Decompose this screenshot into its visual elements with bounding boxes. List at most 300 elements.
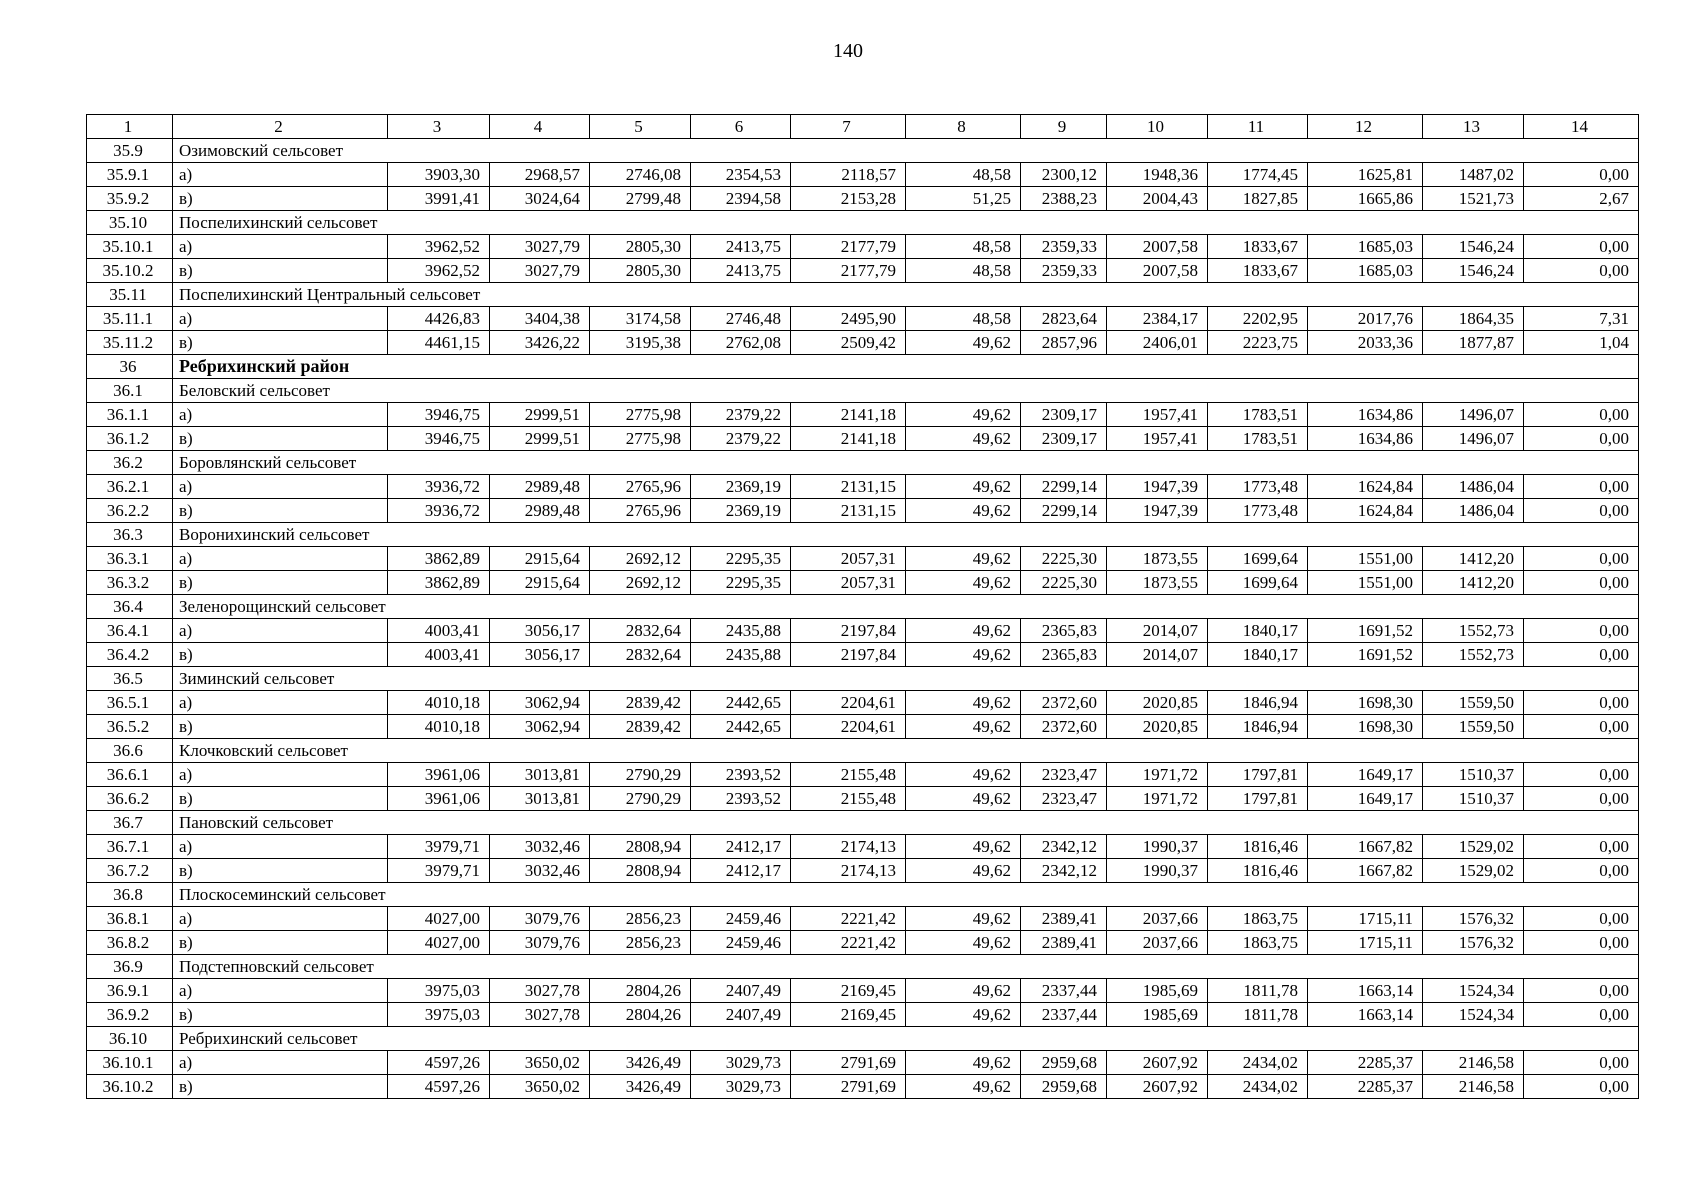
value-cell: 3426,22 (490, 331, 590, 355)
value-cell: 2435,88 (691, 643, 791, 667)
value-cell: 3032,46 (490, 859, 590, 883)
row-code: 36.4.2 (87, 643, 173, 667)
value-cell: 2309,17 (1021, 403, 1107, 427)
value-cell: 3862,89 (388, 547, 490, 571)
value-cell: 2337,44 (1021, 979, 1107, 1003)
row-label: а) (173, 619, 388, 643)
section-name: Озимовский сельсовет (173, 139, 1639, 163)
row-label: в) (173, 571, 388, 595)
value-cell: 2790,29 (590, 787, 691, 811)
value-cell: 2007,58 (1107, 235, 1208, 259)
value-cell: 1663,14 (1308, 1003, 1423, 1027)
value-cell: 0,00 (1524, 163, 1639, 187)
value-cell: 3862,89 (388, 571, 490, 595)
table-body (87, 115, 1639, 1099)
value-cell: 3936,72 (388, 499, 490, 523)
section-name: Поспелихинский Центральный сельсовет (173, 283, 1639, 307)
row-code: 36.5.1 (87, 691, 173, 715)
value-cell: 2285,37 (1308, 1051, 1423, 1075)
row-label: а) (173, 403, 388, 427)
value-cell: 3029,73 (691, 1075, 791, 1099)
value-cell: 4461,15 (388, 331, 490, 355)
value-cell: 1863,75 (1208, 931, 1308, 955)
value-cell: 2775,98 (590, 403, 691, 427)
value-cell: 2221,42 (791, 931, 906, 955)
value-cell: 1773,48 (1208, 475, 1308, 499)
value-cell: 1827,85 (1208, 187, 1308, 211)
section-row (87, 595, 1639, 619)
value-cell: 1783,51 (1208, 427, 1308, 451)
column-header: 1 (87, 115, 173, 139)
value-cell: 1691,52 (1308, 619, 1423, 643)
value-cell: 1412,20 (1423, 571, 1524, 595)
value-cell: 1624,84 (1308, 475, 1423, 499)
value-cell: 1715,11 (1308, 931, 1423, 955)
value-cell: 2014,07 (1107, 619, 1208, 643)
value-cell: 1840,17 (1208, 619, 1308, 643)
value-cell: 2369,19 (691, 499, 791, 523)
value-cell: 1496,07 (1423, 403, 1524, 427)
column-header: 4 (490, 115, 590, 139)
value-cell: 2799,48 (590, 187, 691, 211)
value-cell: 2225,30 (1021, 571, 1107, 595)
value-cell: 2141,18 (791, 427, 906, 451)
table-row (87, 331, 1639, 355)
row-code: 36.9.2 (87, 1003, 173, 1027)
value-cell: 7,31 (1524, 307, 1639, 331)
value-cell: 3024,64 (490, 187, 590, 211)
row-code: 36.1.1 (87, 403, 173, 427)
value-cell: 49,62 (906, 403, 1021, 427)
row-label: а) (173, 163, 388, 187)
section-name: Подстепновский сельсовет (173, 955, 1639, 979)
value-cell: 2155,48 (791, 763, 906, 787)
value-cell: 1634,86 (1308, 403, 1423, 427)
column-header: 6 (691, 115, 791, 139)
row-code: 36.4 (87, 595, 173, 619)
value-cell: 3936,72 (388, 475, 490, 499)
value-cell: 3961,06 (388, 763, 490, 787)
row-label: в) (173, 859, 388, 883)
value-cell: 4027,00 (388, 907, 490, 931)
value-cell: 2177,79 (791, 235, 906, 259)
table-row (87, 475, 1639, 499)
value-cell: 2915,64 (490, 547, 590, 571)
value-cell: 3903,30 (388, 163, 490, 187)
value-cell: 2365,83 (1021, 643, 1107, 667)
value-cell: 2442,65 (691, 691, 791, 715)
value-cell: 2384,17 (1107, 307, 1208, 331)
row-code: 35.10 (87, 211, 173, 235)
value-cell: 2459,46 (691, 907, 791, 931)
table-row (87, 787, 1639, 811)
value-cell: 2372,60 (1021, 691, 1107, 715)
table-row (87, 859, 1639, 883)
row-label: а) (173, 1051, 388, 1075)
value-cell: 1649,17 (1308, 787, 1423, 811)
value-cell: 2299,14 (1021, 475, 1107, 499)
value-cell: 0,00 (1524, 835, 1639, 859)
value-cell: 49,62 (906, 499, 1021, 523)
value-cell: 1546,24 (1423, 259, 1524, 283)
value-cell: 1698,30 (1308, 691, 1423, 715)
section-name: Ребрихинский сельсовет (173, 1027, 1639, 1051)
value-cell: 3404,38 (490, 307, 590, 331)
value-cell: 0,00 (1524, 715, 1639, 739)
value-cell: 1698,30 (1308, 715, 1423, 739)
row-label: в) (173, 427, 388, 451)
value-cell: 3979,71 (388, 835, 490, 859)
value-cell: 1576,32 (1423, 907, 1524, 931)
value-cell: 2057,31 (791, 571, 906, 595)
value-cell: 2856,23 (590, 907, 691, 931)
value-cell: 3027,79 (490, 259, 590, 283)
value-cell: 1846,94 (1208, 715, 1308, 739)
value-cell: 2359,33 (1021, 259, 1107, 283)
value-cell: 2372,60 (1021, 715, 1107, 739)
value-cell: 49,62 (906, 715, 1021, 739)
value-cell: 2169,45 (791, 979, 906, 1003)
value-cell: 1625,81 (1308, 163, 1423, 187)
column-header: 2 (173, 115, 388, 139)
value-cell: 3650,02 (490, 1075, 590, 1099)
section-name: Плоскосеминский сельсовет (173, 883, 1639, 907)
value-cell: 2221,42 (791, 907, 906, 931)
row-code: 36.5 (87, 667, 173, 691)
value-cell: 1576,32 (1423, 931, 1524, 955)
value-cell: 49,62 (906, 835, 1021, 859)
value-cell: 2839,42 (590, 715, 691, 739)
value-cell: 1811,78 (1208, 1003, 1308, 1027)
value-cell: 3027,79 (490, 235, 590, 259)
value-cell: 1797,81 (1208, 787, 1308, 811)
value-cell: 4426,83 (388, 307, 490, 331)
value-cell: 1863,75 (1208, 907, 1308, 931)
value-cell: 2197,84 (791, 643, 906, 667)
value-cell: 4597,26 (388, 1051, 490, 1075)
table-row (87, 835, 1639, 859)
column-header: 7 (791, 115, 906, 139)
value-cell: 0,00 (1524, 931, 1639, 955)
value-cell: 3426,49 (590, 1075, 691, 1099)
value-cell: 2808,94 (590, 835, 691, 859)
row-code: 35.10.1 (87, 235, 173, 259)
value-cell: 3962,52 (388, 259, 490, 283)
table-row (87, 907, 1639, 931)
value-cell: 2832,64 (590, 643, 691, 667)
row-label: в) (173, 931, 388, 955)
value-cell: 3027,78 (490, 979, 590, 1003)
value-cell: 1,04 (1524, 331, 1639, 355)
value-cell: 49,62 (906, 475, 1021, 499)
value-cell: 2204,61 (791, 715, 906, 739)
value-cell: 1773,48 (1208, 499, 1308, 523)
value-cell: 1663,14 (1308, 979, 1423, 1003)
row-code: 36.7.1 (87, 835, 173, 859)
value-cell: 2057,31 (791, 547, 906, 571)
value-cell: 1667,82 (1308, 859, 1423, 883)
value-cell: 0,00 (1524, 235, 1639, 259)
row-code: 36.2 (87, 451, 173, 475)
row-code: 36.10.2 (87, 1075, 173, 1099)
section-row (87, 211, 1639, 235)
value-cell: 2692,12 (590, 547, 691, 571)
section-name: Боровлянский сельсовет (173, 451, 1639, 475)
value-cell: 2765,96 (590, 475, 691, 499)
value-cell: 2389,41 (1021, 907, 1107, 931)
value-cell: 2131,15 (791, 475, 906, 499)
value-cell: 2607,92 (1107, 1051, 1208, 1075)
column-header: 11 (1208, 115, 1308, 139)
value-cell: 1496,07 (1423, 427, 1524, 451)
column-header: 14 (1524, 115, 1639, 139)
value-cell: 1833,67 (1208, 235, 1308, 259)
value-cell: 2299,14 (1021, 499, 1107, 523)
table-row (87, 1003, 1639, 1027)
row-label: в) (173, 187, 388, 211)
value-cell: 4010,18 (388, 715, 490, 739)
value-cell: 49,62 (906, 1075, 1021, 1099)
row-code: 35.11.2 (87, 331, 173, 355)
row-code: 36.3.2 (87, 571, 173, 595)
value-cell: 1957,41 (1107, 403, 1208, 427)
section-row (87, 283, 1639, 307)
section-row (87, 523, 1639, 547)
value-cell: 1948,36 (1107, 163, 1208, 187)
value-cell: 2033,36 (1308, 331, 1423, 355)
value-cell: 2146,58 (1423, 1075, 1524, 1099)
value-cell: 1985,69 (1107, 979, 1208, 1003)
section-name: Клочковский сельсовет (173, 739, 1639, 763)
value-cell: 2153,28 (791, 187, 906, 211)
header-row (87, 115, 1639, 139)
value-cell: 2037,66 (1107, 907, 1208, 931)
value-cell: 2805,30 (590, 259, 691, 283)
value-cell: 2174,13 (791, 835, 906, 859)
row-code: 36.10.1 (87, 1051, 173, 1075)
value-cell: 2014,07 (1107, 643, 1208, 667)
value-cell: 1524,34 (1423, 979, 1524, 1003)
row-code: 36.1.2 (87, 427, 173, 451)
value-cell: 2342,12 (1021, 835, 1107, 859)
value-cell: 2832,64 (590, 619, 691, 643)
value-cell: 1811,78 (1208, 979, 1308, 1003)
value-cell: 2407,49 (691, 1003, 791, 1027)
value-cell: 2959,68 (1021, 1051, 1107, 1075)
value-cell: 3991,41 (388, 187, 490, 211)
table-row (87, 163, 1639, 187)
table-row (87, 403, 1639, 427)
value-cell: 2839,42 (590, 691, 691, 715)
value-cell: 2155,48 (791, 787, 906, 811)
value-cell: 2857,96 (1021, 331, 1107, 355)
row-code: 36 (87, 355, 173, 379)
value-cell: 0,00 (1524, 1051, 1639, 1075)
value-cell: 0,00 (1524, 787, 1639, 811)
value-cell: 2805,30 (590, 235, 691, 259)
value-cell: 2225,30 (1021, 547, 1107, 571)
value-cell: 49,62 (906, 571, 1021, 595)
table-row (87, 643, 1639, 667)
row-label: а) (173, 235, 388, 259)
value-cell: 2295,35 (691, 571, 791, 595)
value-cell: 1947,39 (1107, 499, 1208, 523)
table-row (87, 1075, 1639, 1099)
table-row (87, 547, 1639, 571)
value-cell: 2791,69 (791, 1075, 906, 1099)
value-cell: 1840,17 (1208, 643, 1308, 667)
value-cell: 4003,41 (388, 619, 490, 643)
value-cell: 0,00 (1524, 763, 1639, 787)
value-cell: 0,00 (1524, 643, 1639, 667)
value-cell: 2765,96 (590, 499, 691, 523)
table-row (87, 259, 1639, 283)
value-cell: 2388,23 (1021, 187, 1107, 211)
table-row (87, 235, 1639, 259)
value-cell: 2746,48 (691, 307, 791, 331)
value-cell: 3975,03 (388, 1003, 490, 1027)
value-cell: 3975,03 (388, 979, 490, 1003)
value-cell: 2017,76 (1308, 307, 1423, 331)
value-cell: 0,00 (1524, 571, 1639, 595)
section-row (87, 379, 1639, 403)
value-cell: 0,00 (1524, 1075, 1639, 1099)
value-cell: 1947,39 (1107, 475, 1208, 499)
table-row (87, 691, 1639, 715)
value-cell: 3962,52 (388, 235, 490, 259)
tariff-table (86, 114, 1639, 1099)
row-code: 35.9 (87, 139, 173, 163)
value-cell: 49,62 (906, 979, 1021, 1003)
value-cell: 2146,58 (1423, 1051, 1524, 1075)
value-cell: 51,25 (906, 187, 1021, 211)
value-cell: 1864,35 (1423, 307, 1524, 331)
value-cell: 2337,44 (1021, 1003, 1107, 1027)
value-cell: 2459,46 (691, 931, 791, 955)
value-cell: 1971,72 (1107, 787, 1208, 811)
row-code: 36.7.2 (87, 859, 173, 883)
value-cell: 1774,45 (1208, 163, 1308, 187)
value-cell: 1510,37 (1423, 763, 1524, 787)
value-cell: 49,62 (906, 931, 1021, 955)
value-cell: 2915,64 (490, 571, 590, 595)
value-cell: 2004,43 (1107, 187, 1208, 211)
value-cell: 1971,72 (1107, 763, 1208, 787)
value-cell: 49,62 (906, 691, 1021, 715)
column-header: 9 (1021, 115, 1107, 139)
value-cell: 0,00 (1524, 979, 1639, 1003)
row-label: а) (173, 307, 388, 331)
value-cell: 3062,94 (490, 691, 590, 715)
value-cell: 48,58 (906, 163, 1021, 187)
value-cell: 4003,41 (388, 643, 490, 667)
value-cell: 0,00 (1524, 859, 1639, 883)
value-cell: 1691,52 (1308, 643, 1423, 667)
value-cell: 2118,57 (791, 163, 906, 187)
district-name: Ребрихинский район (173, 355, 1639, 379)
value-cell: 1412,20 (1423, 547, 1524, 571)
row-label: в) (173, 715, 388, 739)
value-cell: 2434,02 (1208, 1051, 1308, 1075)
value-cell: 2323,47 (1021, 787, 1107, 811)
value-cell: 2412,17 (691, 835, 791, 859)
value-cell: 1715,11 (1308, 907, 1423, 931)
row-label: в) (173, 331, 388, 355)
row-code: 35.11.1 (87, 307, 173, 331)
value-cell: 4027,00 (388, 931, 490, 955)
column-header: 3 (388, 115, 490, 139)
section-row (87, 883, 1639, 907)
value-cell: 2369,19 (691, 475, 791, 499)
column-header: 13 (1423, 115, 1524, 139)
value-cell: 0,00 (1524, 691, 1639, 715)
value-cell: 1957,41 (1107, 427, 1208, 451)
value-cell: 2365,83 (1021, 619, 1107, 643)
section-row (87, 811, 1639, 835)
value-cell: 1783,51 (1208, 403, 1308, 427)
column-header: 5 (590, 115, 691, 139)
value-cell: 1797,81 (1208, 763, 1308, 787)
table-row (87, 619, 1639, 643)
row-label: а) (173, 979, 388, 1003)
section-row (87, 1027, 1639, 1051)
section-name: Воронихинский сельсовет (173, 523, 1639, 547)
row-code: 35.9.1 (87, 163, 173, 187)
value-cell: 1667,82 (1308, 835, 1423, 859)
row-label: в) (173, 787, 388, 811)
value-cell: 2412,17 (691, 859, 791, 883)
value-cell: 1846,94 (1208, 691, 1308, 715)
value-cell: 2285,37 (1308, 1075, 1423, 1099)
value-cell: 3426,49 (590, 1051, 691, 1075)
value-cell: 3946,75 (388, 427, 490, 451)
value-cell: 2435,88 (691, 619, 791, 643)
value-cell: 2692,12 (590, 571, 691, 595)
value-cell: 3946,75 (388, 403, 490, 427)
value-cell: 2309,17 (1021, 427, 1107, 451)
value-cell: 2413,75 (691, 259, 791, 283)
value-cell: 3650,02 (490, 1051, 590, 1075)
row-label: в) (173, 259, 388, 283)
row-code: 36.4.1 (87, 619, 173, 643)
section-name: Поспелихинский сельсовет (173, 211, 1639, 235)
value-cell: 1559,50 (1423, 715, 1524, 739)
value-cell: 2020,85 (1107, 691, 1208, 715)
row-code: 36.2.2 (87, 499, 173, 523)
column-header: 10 (1107, 115, 1208, 139)
value-cell: 1486,04 (1423, 475, 1524, 499)
value-cell: 48,58 (906, 259, 1021, 283)
section-row (87, 139, 1639, 163)
value-cell: 3029,73 (691, 1051, 791, 1075)
value-cell: 1634,86 (1308, 427, 1423, 451)
section-row (87, 955, 1639, 979)
row-label: а) (173, 835, 388, 859)
value-cell: 3195,38 (590, 331, 691, 355)
table-row (87, 715, 1639, 739)
value-cell: 49,62 (906, 1003, 1021, 1027)
row-label: а) (173, 691, 388, 715)
value-cell: 1552,73 (1423, 643, 1524, 667)
value-cell: 49,62 (906, 907, 1021, 931)
value-cell: 1546,24 (1423, 235, 1524, 259)
value-cell: 2342,12 (1021, 859, 1107, 883)
row-code: 36.1 (87, 379, 173, 403)
value-cell: 2379,22 (691, 403, 791, 427)
value-cell: 1873,55 (1107, 547, 1208, 571)
value-cell: 1699,64 (1208, 571, 1308, 595)
value-cell: 2169,45 (791, 1003, 906, 1027)
